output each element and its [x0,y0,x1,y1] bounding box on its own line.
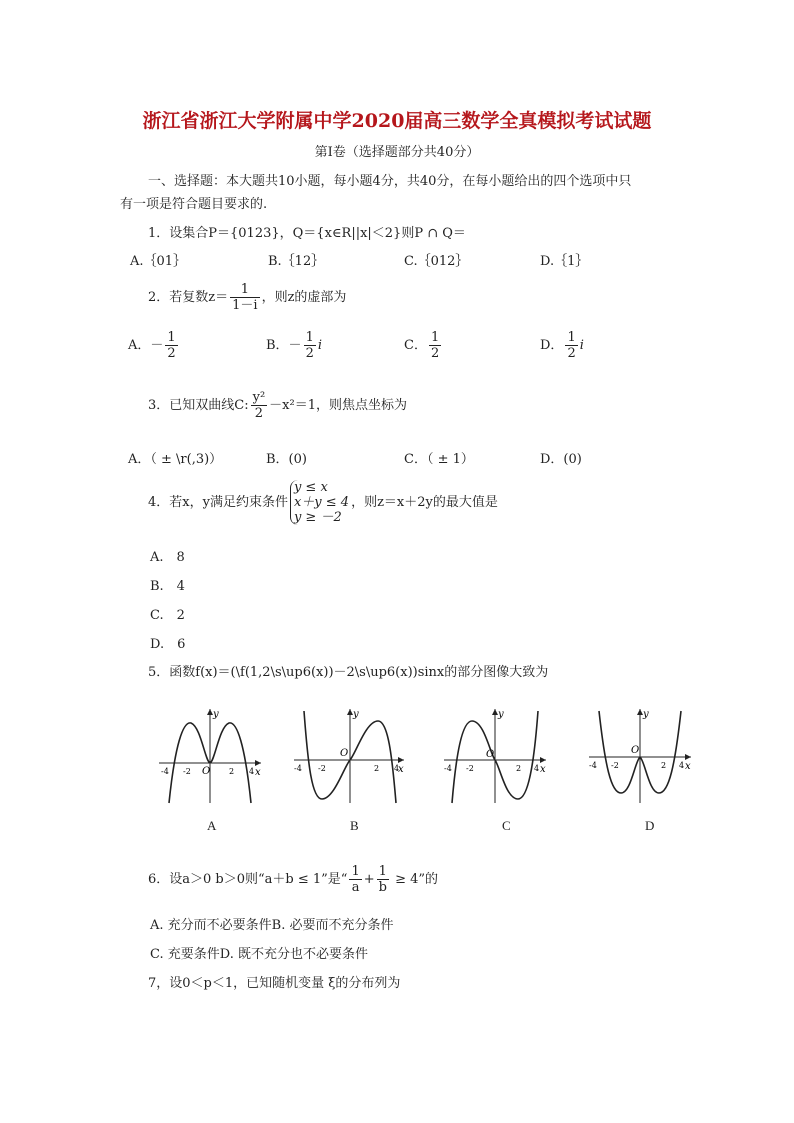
graph-c-label: C [502,818,511,833]
intro-line-2: 有一项是符合题目要求的. [120,197,268,212]
axis-y-label: y [643,709,649,720]
tick-label: -4 [589,761,597,770]
question-6-options-line-2: C. 充要条件D. 既不充分也不必要条件 [150,947,368,962]
tick-label: -2 [466,764,474,773]
tick-label: 4 [534,764,540,773]
graph-a-label: A [207,818,217,833]
graph-b [290,705,410,805]
question-3-option-d: D．(0) [540,452,582,467]
origin-label: O [340,748,349,759]
tick-label: 2 [661,761,667,770]
origin-label: O [631,745,640,756]
question-7-stem: 7，设0＜p＜1，已知随机变量 ξ的分布列为 [148,976,401,991]
axis-x-label: x [685,761,691,772]
tick-label: -4 [444,764,452,773]
fraction: $\frac{\text{y²}}{2}$ [252,390,266,421]
question-5-stem: 5．函数f(x)＝(\f(1,2\s\up6(x))－2\s\up6(x))sinx的部分图像大致为 [148,665,549,680]
tick-label: -2 [318,764,326,773]
question-3-stem: 3．已知双曲线C: $\frac{\text{y²}}{2}$ －x²＝1，则焦点坐标为 [148,390,407,421]
question-6-stem: 6．设a＞0 b＞0则“a＋b ≤ 1”是“ $\frac{1}{a}$ + $\frac{1}{b}$ ≥ 4”的 [148,864,439,895]
question-1-option-c: C.｛012｝ [404,254,469,269]
constraint-system: y ≤ x x＋y ≤ 4 y ≥ －2 [290,480,349,525]
graph-d [585,705,695,805]
question-4-option-d: D. 6 [150,637,186,652]
question-1-stem: 1．设集合P＝{0123}，Q＝{x∈R||x|＜2}则P ∩ Q＝ [148,226,466,241]
question-3-option-a: A．（ ± \r(,3)） [128,452,223,467]
origin-label: O [202,766,211,777]
question-6-options-line-1: A. 充分而不必要条件B. 必要而不充分条件 [150,918,394,933]
question-3-option-c: C．（ ± 1） [404,452,474,467]
tick-label: -4 [161,767,169,776]
tick-label: 4 [394,764,400,773]
axis-x-label: x [255,767,261,778]
question-2-stem: 2．若复数z＝ $\frac{1}{1-i}$ ，则z的虚部为 [148,282,347,313]
question-2-option-c: C． $\frac{1}{2}$ [404,330,440,361]
section-subtitle: 第Ⅰ卷（选择题部分共40分） [314,145,480,160]
question-2-option-d: D． $\frac{1}{2}$ i [540,330,584,361]
tick-label: -2 [183,767,191,776]
axis-y-label: y [353,709,359,720]
graph-d-label: D [645,818,655,833]
tick-label: -4 [294,764,302,773]
question-1-option-a: A.｛01｝ [130,254,187,269]
question-4-option-b: B. 4 [150,579,185,594]
tick-label: 4 [249,767,255,776]
page-title: 浙江省浙江大学附属中学2020届高三数学全真模拟考试试题 [142,110,652,132]
origin-label: O [486,749,495,760]
question-4-option-c: C. 2 [150,608,185,623]
graph-c [440,705,550,805]
intro-line-1: 一、选择题：本大题共10小题，每小题4分，共40分，在每小题给出的四个选项中只 [148,174,632,189]
question-2-option-a: A．－ $\frac{1}{2}$ [128,330,176,361]
question-3-option-b: B．(0) [266,452,307,467]
axis-x-label: x [540,764,546,775]
question-1-option-b: B.｛12｝ [268,254,325,269]
tick-label: 2 [374,764,380,773]
question-2-option-b: B．－ $\frac{1}{2}$ i [266,330,323,361]
question-4-option-a: A. 8 [150,550,185,565]
tick-label: 4 [679,761,685,770]
tick-label: 2 [516,764,522,773]
question-4-stem: 4．若x，y满足约束条件 y ≤ x x＋y ≤ 4 y ≥ －2 ，则z＝x＋2y的最大值是 [148,480,498,525]
question-1-option-d: D.｛1｝ [540,254,589,269]
fraction: $\frac{1}{1-i}$ [232,282,258,313]
axis-y-label: y [213,709,219,720]
tick-label: -2 [611,761,619,770]
axis-y-label: y [498,709,504,720]
graph-b-label: B [350,818,359,833]
axis-x-label: x [398,764,404,775]
graph-a [155,705,265,805]
tick-label: 2 [229,767,235,776]
